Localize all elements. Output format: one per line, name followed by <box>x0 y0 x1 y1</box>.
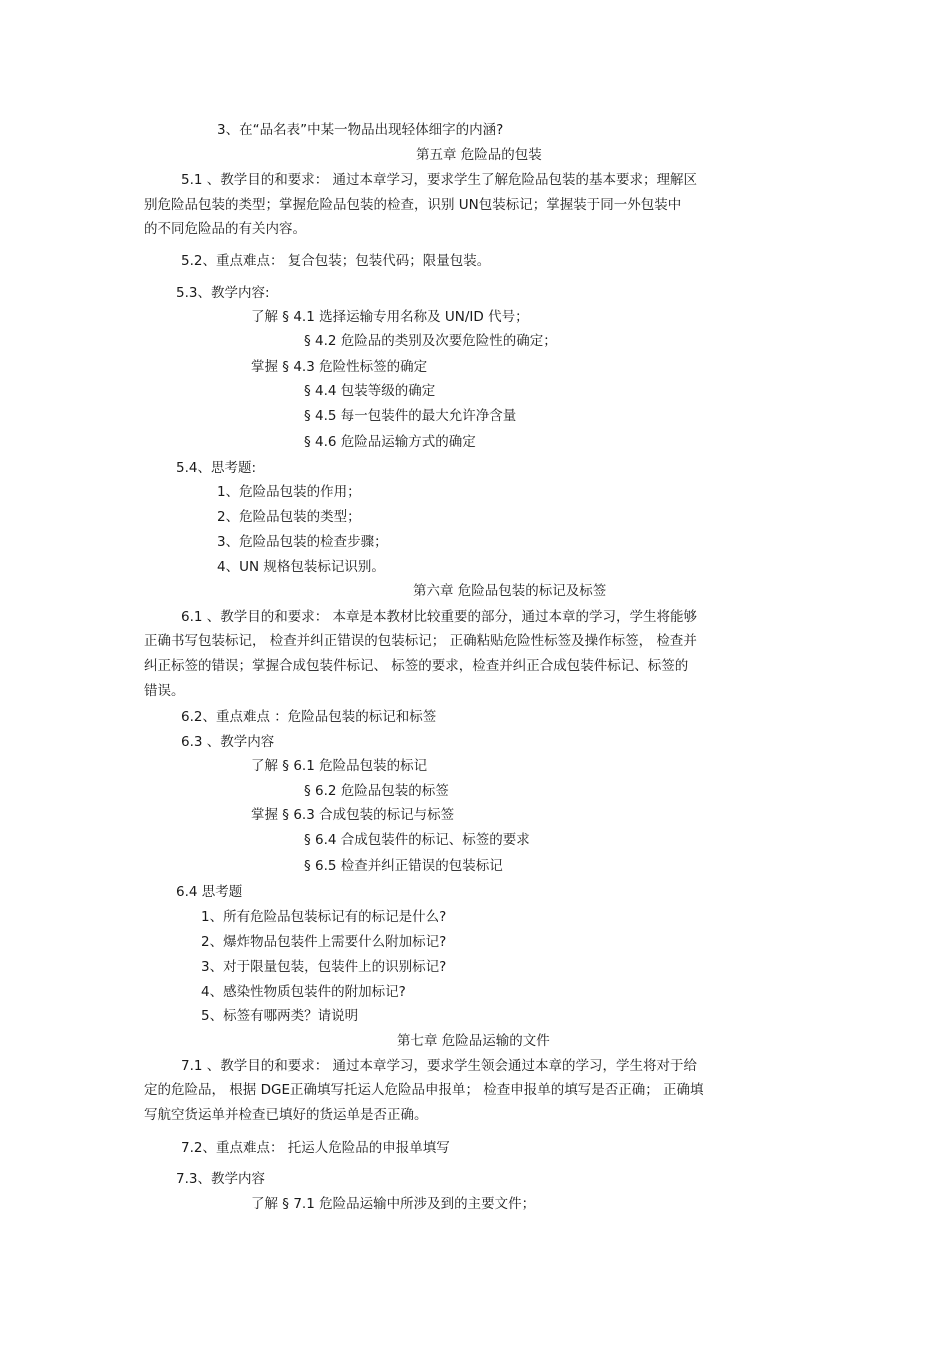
ch6-question: 5、标签有哪两类？请说明 <box>201 1008 359 1024</box>
ch6-question: 3、对于限量包装，包装件上的识别标记? <box>201 959 447 975</box>
chapter-5-title: 第五章 危险品的包装 <box>416 147 542 163</box>
ch6-question: 4、感染性物质包装件的附加标记? <box>201 984 406 1000</box>
ch5-content-item: § 4.2 危险品的类别及次要危险性的确定； <box>304 333 557 349</box>
ch6-key-points: 6.2、重点难点 ：危险品包装的标记和标签 <box>181 709 437 725</box>
ch6-goal-line-4: 错误。 <box>144 683 185 699</box>
ch5-question: 1、危险品包装的作用； <box>217 484 361 500</box>
ch6-content-item: 了解 § 6.1 危险品包装的标记 <box>251 758 428 774</box>
ch5-content-item: 了解 § 4.1 选择运输专用名称及 UN/ID 代号； <box>251 309 529 325</box>
ch6-goal-line-3: 纠正标签的错误；掌握合成包装件标记、 标签的要求，检查并纠正合成包装件标记、标签的 <box>144 658 689 674</box>
ch5-goal-line-2: 别危险品包装的类型；掌握危险品包装的检查，识别 UN包装标记；掌握装于同一外包装中 <box>144 197 682 213</box>
ch6-question: 2、爆炸物品包装件上需要什么附加标记? <box>201 934 447 950</box>
ch6-questions-heading: 6.4 思考题 <box>176 884 243 900</box>
ch5-key-points: 5.2、重点难点： 复合包装；包装代码；限量包装。 <box>181 253 491 269</box>
ch7-key-points: 7.2、重点难点： 托运人危险品的申报单填写 <box>181 1140 450 1156</box>
previous-question: 3、在“品名表”中某一物品出现轻体细字的内涵? <box>217 122 504 138</box>
ch6-content-heading: 6.3 、教学内容 <box>181 734 275 750</box>
ch5-content-item: 掌握 § 4.3 危险性标签的确定 <box>251 359 428 375</box>
ch6-content-item: 掌握 § 6.3 合成包装的标记与标签 <box>251 807 455 823</box>
ch6-question: 1、所有危险品包装标记有的标记是什么? <box>201 909 447 925</box>
ch5-content-item: § 4.4 包装等级的确定 <box>304 383 436 399</box>
ch6-goal-line-1: 6.1 、教学目的和要求： 本章是本教材比较重要的部分，通过本章的学习，学生将能够 <box>181 609 698 625</box>
ch6-content-item: § 6.4 合成包装件的标记、标签的要求 <box>304 832 530 848</box>
ch5-content-item: § 4.5 每一包装件的最大允许净含量 <box>304 408 517 424</box>
chapter-7-title: 第七章 危险品运输的文件 <box>397 1033 550 1049</box>
ch7-content-item: 了解 § 7.1 危险品运输中所涉及到的主要文件； <box>251 1196 536 1212</box>
ch5-question: 4、UN 规格包装标记识别。 <box>217 559 385 575</box>
ch6-goal-line-2: 正确书写包装标记， 检查并纠正错误的包装标记； 正确粘贴危险性标签及操作标签， 检查并 <box>144 633 697 649</box>
ch5-question: 2、危险品包装的类型； <box>217 509 361 525</box>
ch5-goal-line-1: 5.1 、教学目的和要求： 通过本章学习，要求学生了解危险品包装的基本要求；理解区 <box>181 172 698 188</box>
ch5-content-heading: 5.3、教学内容: <box>176 285 270 301</box>
ch7-goal-line-3: 写航空货运单并检查已填好的货运单是否正确。 <box>144 1107 428 1123</box>
chapter-6-title: 第六章 危险品包装的标记及标签 <box>413 583 607 599</box>
ch5-questions-heading: 5.4、思考题: <box>176 460 257 476</box>
ch5-question: 3、危险品包装的检查步骤； <box>217 534 388 550</box>
ch7-goal-line-2: 定的危险品， 根据 DGE正确填写托运人危险品申报单； 检查申报单的填写是否正确； 正确填 <box>144 1082 704 1098</box>
ch5-goal-line-3: 的不同危险品的有关内容。 <box>144 221 306 237</box>
ch7-goal-line-1: 7.1 、教学目的和要求： 通过本章学习，要求学生领会通过本章的学习，学生将对于给 <box>181 1058 698 1074</box>
ch7-content-heading: 7.3、教学内容 <box>176 1171 265 1187</box>
ch5-content-item: § 4.6 危险品运输方式的确定 <box>304 434 476 450</box>
ch6-content-item: § 6.5 检查并纠正错误的包装标记 <box>304 858 503 874</box>
ch6-content-item: § 6.2 危险品包装的标签 <box>304 783 449 799</box>
